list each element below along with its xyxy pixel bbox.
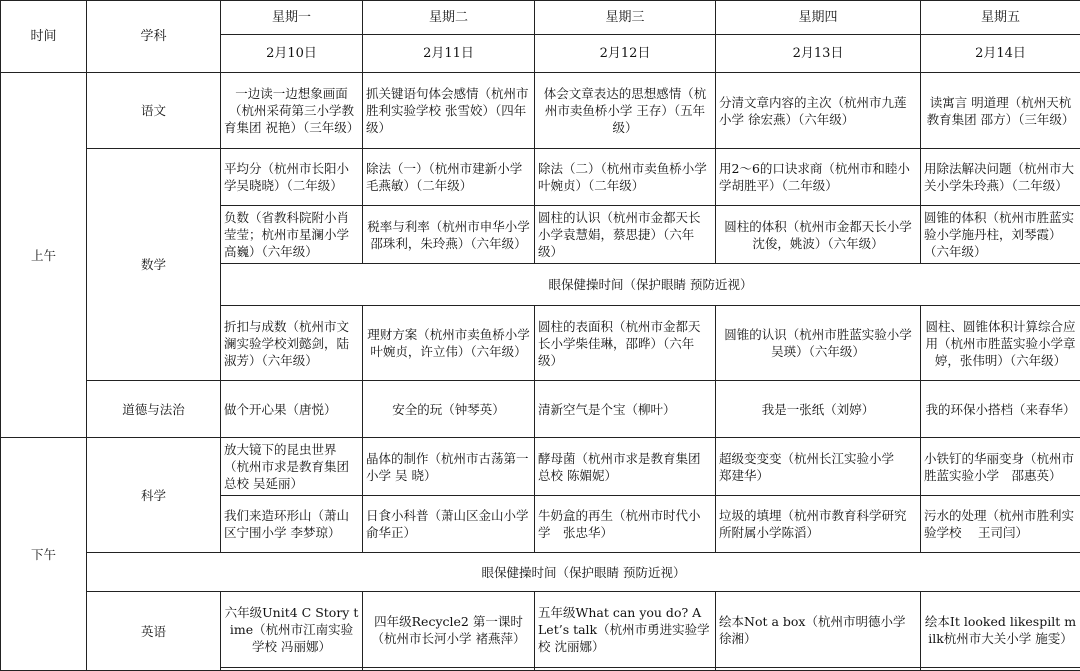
lesson-cell: 除法（二）（杭州市卖鱼桥小学叶婉贞）（二年级） bbox=[535, 149, 716, 206]
lesson-cell: 圆柱的体积（杭州市金都天长小学沈俊，姚波）（六年级） bbox=[716, 206, 921, 264]
lesson-cell: 理财方案（杭州市卖鱼桥小学叶婉贞，许立伟）（六年级） bbox=[363, 306, 535, 381]
date-header: 2月13日 bbox=[716, 35, 921, 73]
lesson-cell: 酵母菌（杭州市求是教育集团总校 陈媚妮） bbox=[535, 438, 716, 496]
lesson-cell: 垃圾的填埋（杭州市教育科学研究所附属小学陈滔） bbox=[716, 496, 921, 553]
weekday-header: 星期三 bbox=[535, 1, 716, 35]
subject-morality: 道德与法治 bbox=[87, 381, 221, 438]
lesson-cell: 清新空气是个宝（柳叶） bbox=[535, 381, 716, 438]
subject-science: 科学 bbox=[87, 438, 221, 553]
subject-header: 学科 bbox=[87, 1, 221, 73]
lesson-cell: 绘本Not a box（杭州市明德小学 徐湘） bbox=[716, 592, 921, 668]
date-header: 2月14日 bbox=[921, 35, 1080, 73]
time-header: 时间 bbox=[1, 1, 87, 73]
lesson-cell: 六年级Unit4 C Story time（杭州市江南实验学校 冯丽娜） bbox=[221, 592, 363, 668]
lesson-cell: 圆柱、圆锥体积计算综合应用（杭州市胜蓝实验小学章婷，张伟明）（六年级） bbox=[921, 306, 1080, 381]
lesson-cell: 超级变变变（杭州长江实验小学 郑建华） bbox=[716, 438, 921, 496]
lesson-cell: 绘本It looked likespilt milk杭州市大关小学 施雯） bbox=[921, 592, 1080, 668]
lesson-cell: 五年级What can you do? A Let’s talk（杭州市勇进实验学校 沈丽娜） bbox=[535, 592, 716, 668]
lesson-cell: 平均分（杭州市长阳小学吴晓晓）（二年级） bbox=[221, 149, 363, 206]
lesson-cell: 用2～6的口诀求商（杭州市和睦小学胡胜平）（二年级） bbox=[716, 149, 921, 206]
lesson-cell: 做个开心果（唐悦） bbox=[221, 381, 363, 438]
eye-exercise-break: 眼保健操时间（保护眼睛 预防近视） bbox=[87, 553, 1080, 592]
lesson-cell: 我的环保小搭档（来春华） bbox=[921, 381, 1080, 438]
lesson-cell: 负数（省教科院附小肖莹莹；杭州市星澜小学高巍）（六年级） bbox=[221, 206, 363, 264]
lesson-cell: 四年级Recycle2 第一课时（杭州市长河小学 褚燕萍） bbox=[363, 592, 535, 668]
lesson-cell: 读寓言 明道理（杭州天杭教育集团 邵方）（三年级） bbox=[921, 73, 1080, 149]
lesson-cell: 安全的玩（钟琴英） bbox=[363, 381, 535, 438]
lesson-cell: 税率与利率（杭州市申华小学邵珠利，朱玲燕）（六年级） bbox=[363, 206, 535, 264]
subject-chinese: 语文 bbox=[87, 73, 221, 149]
date-header: 2月12日 bbox=[535, 35, 716, 73]
weekday-header: 星期一 bbox=[221, 1, 363, 35]
spacer-cell bbox=[921, 668, 1080, 671]
lesson-cell: 日食小科普（萧山区金山小学 俞华正） bbox=[363, 496, 535, 553]
date-header: 2月10日 bbox=[221, 35, 363, 73]
lesson-cell: 牛奶盒的再生（杭州市时代小学 张忠华） bbox=[535, 496, 716, 553]
period-morning: 上午 bbox=[1, 73, 87, 438]
lesson-cell: 用除法解决问题（杭州市大关小学朱玲燕）（二年级） bbox=[921, 149, 1080, 206]
lesson-cell: 分清文章内容的主次（杭州市九莲小学 徐宏燕）（六年级） bbox=[716, 73, 921, 149]
lesson-cell: 除法（一）（杭州市建新小学毛燕敏）（二年级） bbox=[363, 149, 535, 206]
lesson-cell: 圆锥的认识（杭州市胜蓝实验小学吴瑛）（六年级） bbox=[716, 306, 921, 381]
spacer-cell bbox=[221, 668, 363, 671]
weekday-header: 星期五 bbox=[921, 1, 1080, 35]
eye-exercise-break: 眼保健操时间（保护眼睛 预防近视） bbox=[221, 264, 1080, 306]
weekday-header: 星期四 bbox=[716, 1, 921, 35]
date-header: 2月11日 bbox=[363, 35, 535, 73]
lesson-cell: 抓关键语句体会感情（杭州市胜利实验学校 张雪姣）（四年级） bbox=[363, 73, 535, 149]
lesson-cell: 折扣与成数（杭州市文澜实验学校刘懿剑，陆淑芳）（六年级） bbox=[221, 306, 363, 381]
lesson-cell: 放大镜下的昆虫世界（杭州市求是教育集团总校 吴延丽） bbox=[221, 438, 363, 496]
subject-english: 英语 bbox=[87, 592, 221, 671]
lesson-cell: 污水的处理（杭州市胜利实验学校 王司闫） bbox=[921, 496, 1080, 553]
spacer-cell bbox=[535, 668, 716, 671]
lesson-cell: 我是一张纸（刘婷） bbox=[716, 381, 921, 438]
period-afternoon: 下午 bbox=[1, 438, 87, 671]
lesson-cell: 圆锥的体积（杭州市胜蓝实验小学施丹柱，刘琴霞）（六年级） bbox=[921, 206, 1080, 264]
lesson-cell: 我们来造环形山（萧山区宁围小学 李梦琼） bbox=[221, 496, 363, 553]
subject-math: 数学 bbox=[87, 149, 221, 381]
lesson-cell: 小铁钉的华丽变身（杭州市胜蓝实验小学 邵惠英） bbox=[921, 438, 1080, 496]
spacer-cell bbox=[363, 668, 535, 671]
lesson-cell: 圆柱的认识（杭州市金都天长小学袁慧娟，蔡思捷）（六年级） bbox=[535, 206, 716, 264]
lesson-cell: 体会文章表达的思想感情（杭州市卖鱼桥小学 王存）（五年级） bbox=[535, 73, 716, 149]
weekday-header: 星期二 bbox=[363, 1, 535, 35]
lesson-cell: 圆柱的表面积（杭州市金都天长小学柴佳琳，邵晔）（六年级） bbox=[535, 306, 716, 381]
lesson-cell: 一边读一边想象画面（杭州采荷第三小学教育集团 祝艳）（三年级） bbox=[221, 73, 363, 149]
lesson-cell: 晶体的制作（杭州市古荡第一小学 吴 晓） bbox=[363, 438, 535, 496]
spacer-cell bbox=[716, 668, 921, 671]
